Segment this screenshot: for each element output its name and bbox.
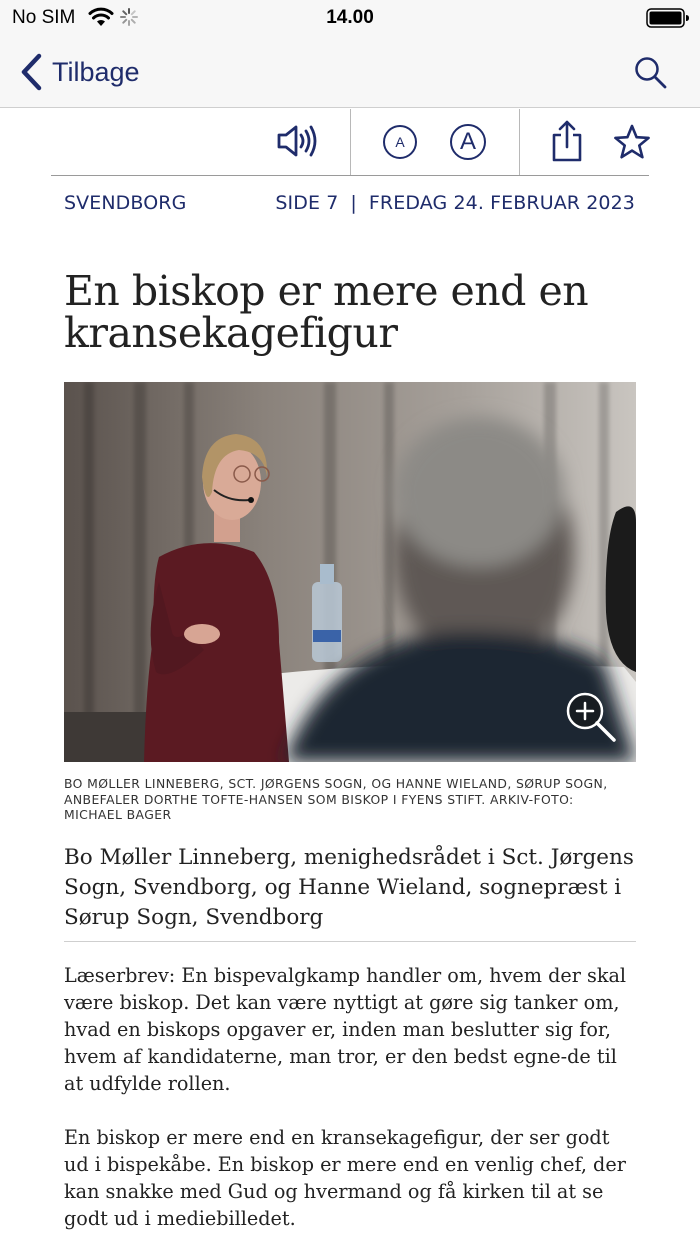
article-photo[interactable] [64, 382, 636, 762]
star-icon[interactable] [613, 124, 651, 160]
article-toolbar [0, 109, 700, 175]
toolbar-divider [350, 109, 351, 175]
text-larger-letter: A [459, 128, 476, 155]
battery-icon [646, 8, 690, 28]
text-smaller-icon[interactable] [383, 125, 417, 159]
text-larger-icon[interactable] [450, 124, 486, 160]
search-icon[interactable] [632, 54, 670, 92]
carrier-label: No SIM [12, 7, 76, 28]
article-headline: En biskop er mere end en kransekagefigur [64, 267, 589, 357]
page-number: SIDE 7 [275, 192, 339, 214]
photo-caption: BO MØLLER LINNEBERG, SCT. JØRGENS SOGN, OG HANNE WIELAND, SØRUP SOGN, ANBEFALER DORTHE TOFTE-HANSEN SOM BISKOP I FYENS STIFT. ARKIV-FOTO: MICHAEL BAGER [64, 776, 608, 822]
back-button[interactable] [18, 50, 140, 94]
share-icon[interactable] [550, 119, 584, 163]
toolbar-divider-line [51, 175, 649, 176]
toolbar-divider [519, 109, 520, 175]
section-label: SVENDBORG [64, 192, 187, 214]
page-meta [275, 192, 635, 214]
meta-separator: | [350, 192, 357, 214]
photo-illustration [64, 382, 636, 762]
status-bar [0, 0, 700, 36]
zoom-icon[interactable] [562, 688, 618, 744]
article-paragraph: En biskop er mere end en kransekagefigur, der ser godt ud i bispekåbe. En biskop er mere end en venlig chef, der kan snakke med Gud og hvermand og få kirken til at se godt ud i mediebilledet. [64, 1126, 626, 1230]
text-smaller-letter: A [395, 134, 405, 150]
nav-bar [0, 36, 700, 108]
chevron-left-icon [18, 52, 44, 92]
clock: 14.00 [326, 7, 374, 28]
article-byline: Bo Møller Linneberg, menighedsrådet i Sct. Jørgens Sogn, Svendborg, og Hanne Wieland, sognepræst i Sørup Sogn, Svendborg [64, 843, 636, 942]
speaker-icon[interactable] [276, 123, 318, 159]
back-label: Tilbage [52, 56, 140, 87]
article-paragraph: Læserbrev: En bispevalgkamp handler om, hvem der skal være biskop. Det kan være nyttigt at gøre sig tanker om, hvad en biskops opgaver er, inden man beslutter sig for, hvem af kandidaterne, man tror, er den bedst egne-de til at udfylde rollen. [64, 964, 627, 1095]
publish-date: FREDAG 24. FEBRUAR 2023 [368, 192, 635, 214]
